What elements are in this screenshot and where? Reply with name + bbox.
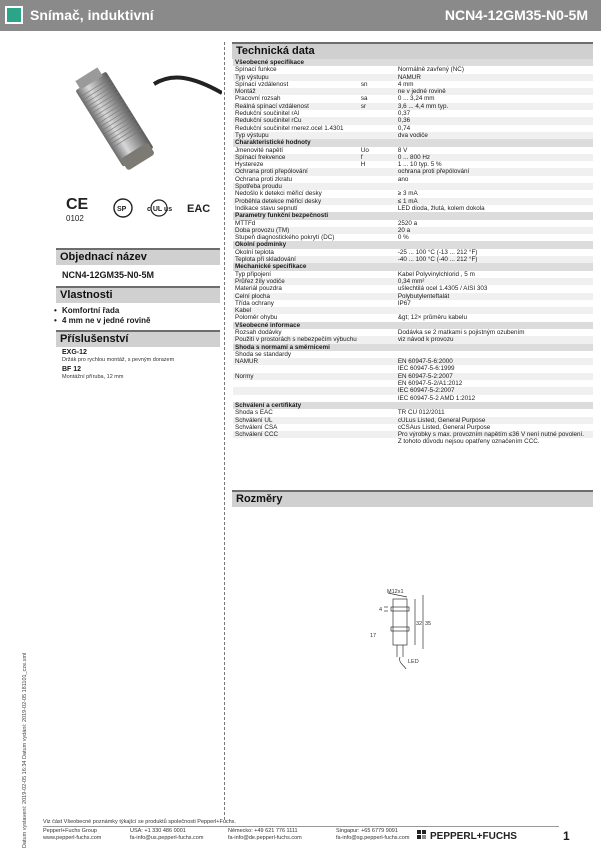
spec-name: Hystereze <box>235 161 264 169</box>
spec-name: Pracovní rozsah <box>235 95 281 103</box>
spec-category <box>233 344 593 351</box>
spec-value: 4 mm <box>397 80 414 88</box>
features-header: Vlastnosti <box>56 286 220 303</box>
spec-name: Spínací frekvence <box>233 154 359 161</box>
spec-category-label: Parametry funkční bezpečnosti <box>233 212 593 219</box>
spec-symbol: sr <box>359 103 396 110</box>
spec-symbol <box>359 74 396 81</box>
svg-text:35: 35 <box>425 621 432 627</box>
spec-value: 0,37 <box>397 110 411 118</box>
spec-category <box>233 139 593 146</box>
spec-row <box>233 300 593 307</box>
svg-text:SP: SP <box>117 206 127 213</box>
spec-symbol <box>359 110 396 117</box>
spec-name: Shoda se standardy <box>235 350 292 358</box>
spec-symbol <box>359 293 396 300</box>
spec-row <box>233 234 593 241</box>
spec-value: 0,34 mm² <box>396 278 593 285</box>
svg-text:17: 17 <box>370 633 377 639</box>
spec-name <box>233 380 359 387</box>
spec-value: ≤ 1 mA <box>396 198 593 205</box>
spec-row <box>233 183 593 190</box>
spec-row <box>233 220 593 227</box>
spec-value: TR CU 012/2011 <box>397 409 445 417</box>
spec-name: Okolní teplota <box>235 248 274 256</box>
spec-symbol <box>359 365 396 372</box>
csa-mark-icon <box>114 199 132 217</box>
spec-value: 0,74 <box>397 124 411 132</box>
spec-symbol <box>359 380 396 387</box>
svg-text:32: 32 <box>416 621 423 627</box>
accessories-header: Příslušenství <box>56 330 220 347</box>
spec-symbol: f <box>359 154 396 161</box>
spec-value: Kabel Polyvinylchlorid , 5 m <box>397 270 475 278</box>
spec-symbol <box>359 336 396 343</box>
spec-row <box>233 95 593 102</box>
accessory-code: BF 12 <box>62 366 82 373</box>
spec-row <box>233 74 593 81</box>
spec-name: Redukční součinitel rAl <box>235 110 300 118</box>
spec-row <box>233 132 593 139</box>
spec-name: Montáž <box>233 88 359 95</box>
spec-row <box>233 125 593 132</box>
spec-value: dva vodiče <box>396 132 593 139</box>
spec-value: 0,36 <box>396 117 593 124</box>
spec-name: Nedošlo k detekci měřicí desky <box>235 190 322 198</box>
spec-category-label: Mechanické specifikace <box>233 263 593 270</box>
spec-symbol <box>359 256 396 263</box>
spec-row <box>233 438 593 445</box>
spec-symbol <box>359 387 396 394</box>
spec-symbol <box>359 409 396 416</box>
spec-name: Typ připojení <box>235 270 272 278</box>
spec-row <box>233 66 593 73</box>
spec-value: EN 60947-5-6:2000 <box>396 358 593 365</box>
page-number: 1 <box>563 829 570 843</box>
spec-value: ano <box>397 175 409 183</box>
spec-symbol <box>359 314 396 321</box>
spec-name: Typ výstupu <box>233 74 359 81</box>
spec-name: Shoda s EAC <box>235 409 273 417</box>
spec-row <box>233 117 593 124</box>
spec-row <box>233 198 593 205</box>
spec-value: viz návod k provozu <box>396 336 593 343</box>
spec-name: NAMUR <box>233 358 359 365</box>
spec-symbol <box>359 88 396 95</box>
footer-link[interactable]: fa-info@sg.pepperl-fuchs.com <box>336 835 410 841</box>
spec-value: 0 ... 800 Hz <box>396 154 593 161</box>
spec-value: 0 % <box>397 234 409 242</box>
spec-row <box>233 147 593 154</box>
spec-name: Schválení CSA <box>235 423 278 431</box>
spec-name: Jmenovité napětí <box>235 146 283 154</box>
spec-row <box>233 168 593 175</box>
spec-symbol <box>359 307 396 314</box>
spec-name <box>233 395 359 402</box>
spec-symbol <box>359 285 396 292</box>
spec-value: ne v jedné rovině <box>396 88 593 95</box>
spec-value: 2520 a <box>397 219 418 227</box>
spec-row <box>233 249 593 256</box>
spec-row <box>233 409 593 416</box>
spec-value: LED dioda, žlutá, kolem dokola <box>397 204 485 212</box>
spec-symbol <box>359 125 396 132</box>
spec-name: Schválení CCC <box>233 431 359 438</box>
accessory-desc: Držák pro rychlou montáž, s pevným dorazem <box>62 357 175 363</box>
spec-category-label: Okolní podmínky <box>233 241 593 248</box>
spec-value: 8 V <box>397 146 408 154</box>
technical-data-table <box>233 59 593 446</box>
spec-row <box>233 307 593 314</box>
spec-value: EN 60947-5-2/A1:2012 <box>397 380 463 388</box>
spec-value: 20 a <box>396 227 593 234</box>
spec-symbol <box>359 249 396 256</box>
spec-name: Redukční součinitel rCu <box>233 117 359 124</box>
spec-name: Ochrana proti zkratu <box>235 175 293 183</box>
spec-name: Spotřeba proudu <box>233 183 359 190</box>
spec-name: Poloměr ohybu <box>235 314 278 322</box>
feature-item: • 4 mm ne v jedné rovině <box>62 316 150 325</box>
product-photo <box>62 48 222 180</box>
spec-name: Indikace stavu sepnutí <box>235 204 298 212</box>
ce-mark-icon <box>66 196 89 223</box>
spec-row <box>233 256 593 263</box>
page-header <box>0 0 601 31</box>
spec-value: ochrana proti přepólování <box>396 168 593 175</box>
spec-category <box>233 402 593 409</box>
pepperl-fuchs-logo <box>415 828 555 842</box>
spec-symbol <box>359 417 396 424</box>
product-code: NCN4-12GM35-N0-5M <box>444 7 588 23</box>
svg-text:PEPPERL+FUCHS: PEPPERL+FUCHS <box>430 831 517 842</box>
footer-group: Pepperl+Fuchs Group www.pepperl-fuchs.com <box>43 828 102 841</box>
spec-symbol <box>359 424 396 431</box>
spec-value: cULus Listed, General Purpose <box>396 417 593 424</box>
spec-row <box>233 373 593 380</box>
footer-link[interactable]: fa-info@us.pepperl-fuchs.com <box>130 835 204 841</box>
order-name-header: Objednací název <box>56 248 220 265</box>
spec-row <box>233 176 593 183</box>
spec-symbol: Uo <box>360 146 369 154</box>
spec-symbol <box>359 117 396 124</box>
spec-name: Doba provozu (TM) <box>233 227 359 234</box>
footer-divider <box>43 826 559 827</box>
spec-symbol: H <box>360 161 366 169</box>
spec-row <box>233 395 593 402</box>
spec-name: Spínací funkce <box>235 66 277 74</box>
spec-symbol <box>359 205 396 212</box>
brand-square-icon <box>5 6 23 24</box>
spec-symbol <box>359 234 396 241</box>
spec-name: Redukční součinitel rnerez.ocel 1.4301 <box>235 124 344 132</box>
spec-value: Z tohoto důvodu nejsou opatřeny označením CCC. <box>397 438 540 446</box>
footer-link[interactable]: fa-info@de.pepperl-fuchs.com <box>228 835 302 841</box>
spec-name: Třída ochrany <box>235 299 274 307</box>
spec-row <box>233 81 593 88</box>
spec-category-label: Všeobecné informace <box>233 322 593 329</box>
spec-symbol <box>359 431 396 438</box>
spec-category-label: Charakteristické hodnoty <box>233 139 593 146</box>
spec-symbol <box>359 300 396 307</box>
spec-value: NAMUR <box>396 74 593 81</box>
spec-symbol <box>359 190 396 197</box>
spec-value: Normálně zavřený (NC) <box>397 66 464 74</box>
spec-name: Spínací vzdálenost <box>235 80 289 88</box>
spec-symbol <box>359 358 396 365</box>
spec-category-label: Schválení a certifikáty <box>233 402 593 409</box>
certification-marks <box>55 193 225 223</box>
spec-name <box>233 438 359 445</box>
spec-name: Normy <box>233 373 359 380</box>
spec-value: -25 ... 100 °C (-13 ... 212 °F) <box>397 248 478 256</box>
spec-value: IEC 60947-5-6:1999 <box>397 365 455 373</box>
spec-value: IP67 <box>397 299 411 307</box>
spec-symbol <box>359 329 396 336</box>
svg-text:CE: CE <box>66 196 89 213</box>
spec-value: IEC 60947-5-2 AMD 1:2012 <box>397 394 476 402</box>
spec-row <box>233 358 593 365</box>
spec-row <box>233 293 593 300</box>
spec-symbol: sn <box>360 80 368 88</box>
spec-row <box>233 190 593 197</box>
spec-value: IEC 60947-5-2:2007 <box>396 387 593 394</box>
spec-name: Proběhla detekce měřicí desky <box>233 198 359 205</box>
feature-item: • Komfortní řada <box>62 306 119 315</box>
spec-name: Typ výstupu <box>233 132 359 139</box>
spec-value: Polybutylenteftalát <box>396 293 593 300</box>
spec-name: Reálná spínací vzdálenost <box>233 103 359 110</box>
order-name: NCN4-12GM35-N0-5M <box>62 270 155 280</box>
eac-mark-icon <box>187 203 210 215</box>
spec-symbol <box>359 183 396 190</box>
spec-value: 0 ... 3,24 mm <box>397 95 435 103</box>
spec-value: ≥ 3 mA <box>397 190 418 198</box>
spec-category <box>233 59 593 66</box>
spec-row <box>233 314 593 321</box>
spec-symbol <box>359 227 396 234</box>
spec-row <box>233 278 593 285</box>
technical-data-header: Technická data <box>232 42 593 59</box>
spec-name: Kabel <box>233 307 359 314</box>
spec-row <box>233 380 593 387</box>
footer-singapore: Singapur: +65 6779 9091 fa-info@sg.pepperl-fuchs.com <box>336 828 410 841</box>
spec-category <box>233 212 593 219</box>
accessory-code: EXG-12 <box>62 349 87 356</box>
spec-symbol <box>359 271 396 278</box>
spec-name: Čelní plocha <box>233 293 359 300</box>
spec-symbol <box>359 373 396 380</box>
spec-name: Materiál pouzdra <box>235 285 282 293</box>
spec-row <box>233 424 593 431</box>
svg-text:4: 4 <box>379 607 383 613</box>
svg-text:0102: 0102 <box>66 214 84 223</box>
spec-value: EN 60947-5-2:2007 <box>396 373 593 380</box>
spec-value: cCSAus Listed, General Purpose <box>397 423 491 431</box>
spec-symbol <box>359 438 396 445</box>
spec-symbol <box>359 176 396 183</box>
spec-name: Schválení UL <box>233 417 359 424</box>
spec-name: MTTFd <box>235 219 256 227</box>
ul-mark-icon <box>147 200 172 216</box>
spec-row <box>233 387 593 394</box>
spec-name: Stupeň diagnostického pokrytí (DC) <box>235 234 335 242</box>
spec-category <box>233 322 593 329</box>
spec-row <box>233 161 593 168</box>
spec-value <box>396 351 593 358</box>
spec-row <box>233 365 593 372</box>
issue-date-sidebar: Datum vystavení: 2019-02-05 16:34 Datum vydání: 2019-02-05 181101_cze.xml <box>22 652 28 848</box>
spec-name: Teplota při skladování <box>233 256 359 263</box>
spec-symbol <box>359 168 396 175</box>
spec-row <box>233 103 593 110</box>
spec-row <box>233 285 593 292</box>
spec-name: Použití v prostorách s nebezpečím výbuchu <box>235 336 357 344</box>
spec-row <box>233 329 593 336</box>
spec-row <box>233 110 593 117</box>
spec-row <box>233 154 593 161</box>
spec-row <box>233 88 593 95</box>
spec-symbol <box>359 351 396 358</box>
spec-value: ušlechtilá ocel 1.4305 / AISI 303 <box>397 285 488 293</box>
footer-disclaimer: Viz část Všeobecné poznámky týkající se produktů společnosti Pepperl+Fuchs. <box>43 819 236 825</box>
spec-name: Průřez žíly vodiče <box>233 278 359 285</box>
svg-text:EAC: EAC <box>187 203 211 215</box>
spec-value <box>396 307 593 314</box>
page-title: Snímač, induktivní <box>30 7 154 23</box>
spec-row <box>233 271 593 278</box>
dimension-drawing <box>368 587 448 669</box>
spec-value: 1 ... 10 typ. 5 % <box>397 161 442 169</box>
svg-text:LED: LED <box>408 659 419 665</box>
spec-value: 3,6 ... 4,4 mm typ. <box>396 103 593 110</box>
accessory-desc: Montážní příruba, 12 mm <box>62 374 124 380</box>
svg-text:M12x1: M12x1 <box>387 589 404 595</box>
column-divider <box>224 42 225 820</box>
dimensions-header: Rozměry <box>232 490 593 507</box>
spec-value: &gt; 12× průměru kabelu <box>397 314 467 322</box>
spec-name: Rozsah dodávky <box>235 328 282 336</box>
spec-value: Pro výrobky s max. provozním napětím ≤36 V není nutné povolení. <box>396 431 593 438</box>
spec-row <box>233 205 593 212</box>
footer-link[interactable]: www.pepperl-fuchs.com <box>43 835 102 841</box>
spec-category <box>233 263 593 270</box>
spec-symbol <box>359 66 396 73</box>
spec-row <box>233 351 593 358</box>
spec-symbol <box>359 278 396 285</box>
spec-value: Dodávka se 2 matkami s pojistným ozubením <box>397 328 525 336</box>
spec-symbol <box>359 220 396 227</box>
spec-row <box>233 336 593 343</box>
spec-name: Ochrana proti přepólování <box>233 168 359 175</box>
footer-germany: Německo: +49 621 776 1111 fa-info@de.pepperl-fuchs.com <box>228 828 302 841</box>
svg-text:c UL us: c UL us <box>147 206 173 213</box>
spec-category <box>233 241 593 248</box>
spec-category-label: Shoda s normami a směrnicemi <box>233 344 593 351</box>
footer-usa: USA: +1 330 486 0001 fa-info@us.pepperl-fuchs.com <box>130 828 204 841</box>
spec-row <box>233 417 593 424</box>
spec-value: -40 ... 100 °C (-40 ... 212 °F) <box>396 256 593 263</box>
spec-category-label: Všeobecné specifikace <box>233 59 593 66</box>
spec-row <box>233 431 593 438</box>
spec-name <box>233 365 359 372</box>
spec-row <box>233 227 593 234</box>
spec-value <box>396 183 593 190</box>
spec-name <box>233 387 359 394</box>
spec-symbol <box>359 395 396 402</box>
spec-symbol <box>359 198 396 205</box>
spec-symbol <box>359 132 396 139</box>
spec-symbol: sa <box>360 95 368 103</box>
